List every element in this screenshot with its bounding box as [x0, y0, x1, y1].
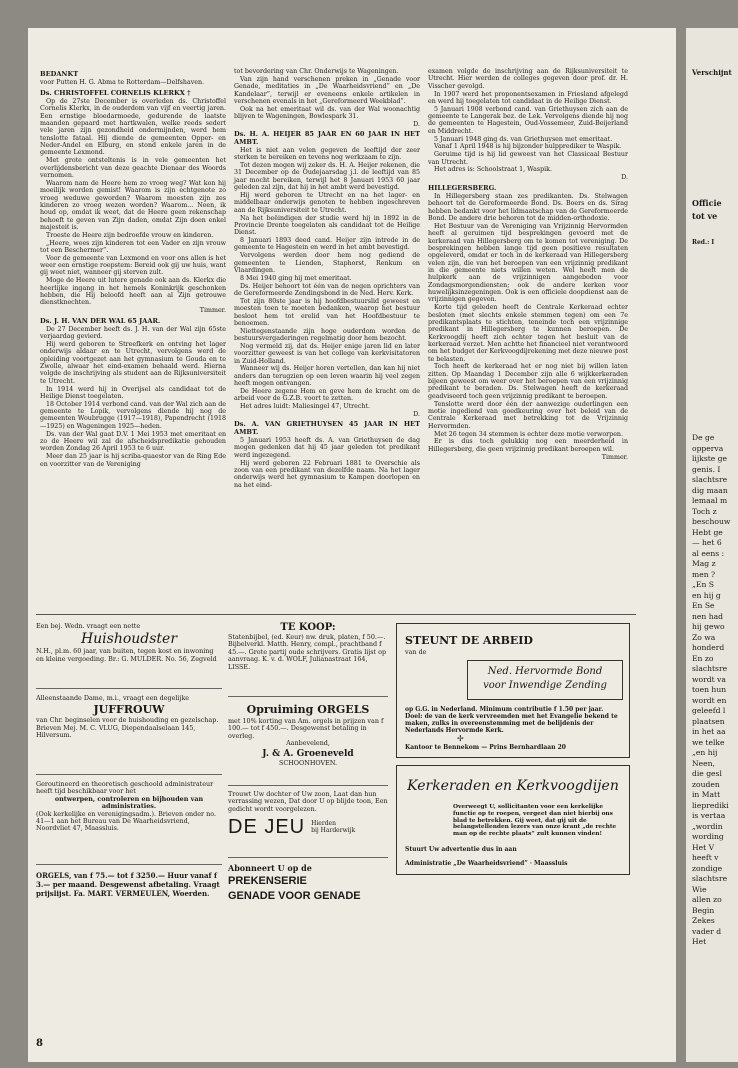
- paragraph: Op de 27ste December is overleden ds. Christoffel Cornelis Klerkx, in de ouderdom van vijf en veertig jaren. Een ernstige bloedarmoede, gedurende de laatste maanden gepaard met hartkwalen, welke reeds sedert vele jaren zijn gezondheid ondermijnden, werd hem tenslotte fataal. Hij diende de gemeenten Opper- en Neder-Andel en Elburg, en stond enkele jaren in de gemeente Lexmond.: [40, 98, 226, 157]
- strip-line: toen hun: [692, 685, 727, 694]
- strip-line: „En S: [692, 580, 714, 589]
- ad-de-jeu: [228, 791, 388, 838]
- strip-line: „wordin: [692, 821, 723, 831]
- strip-line: al eens :: [692, 548, 725, 558]
- ad-body: (Ook kerkelijke en verenigingsadm.). Brieven onder no. 41—1 aan het Bureau van De Waarheidsvriend, Noordvliet 47, Maassluis.: [36, 809, 217, 833]
- ad-footer: Stuurt Uw advertentie dus in aan: [405, 846, 517, 853]
- paragraph: Het adres is: Schoolstraat 1, Waspik.: [434, 166, 552, 174]
- heading-van-der-wal: Ds. J. H. VAN DER WAL 65 JAAR.: [40, 316, 161, 325]
- paragraph: Tenslotte werd door één der aanwezige ouderlingen een motie ingediend van goedkeuring over het beleid van de Centrale Kerkeraad met betrekking tot de Vrijzinnig Hervormden.: [428, 400, 628, 430]
- strip-line: en hij g: [692, 590, 721, 600]
- signature: Timmer.: [601, 453, 628, 461]
- paragraph: Met 26 tegen 34 stemmen is echter deze motie verworpen.: [434, 430, 623, 438]
- strip-line: Neen,: [692, 758, 715, 768]
- strip-line: wording: [692, 832, 724, 841]
- column-3: [428, 68, 628, 461]
- paragraph: 5 Januari 1948 ging ds. van Griethuysen met emeritaat.: [434, 135, 613, 143]
- strip-line: wordt en: [692, 695, 727, 705]
- ad-sub: van de: [405, 648, 427, 656]
- paragraph: Nog vermeld zij, dat ds. Heijer enige jaren lid en later voorzitter geweest is van het college van kerkvisitatoren in Zuid-Holland.: [234, 342, 420, 365]
- page-number: 8: [36, 1038, 43, 1049]
- ad-de-jeu-row: [228, 816, 388, 838]
- paragraph: In Hillegersberg staan zes predikanten. Ds. Stelwagen behoort tot de Gereformeerde Bond. Ds. Boers en ds. Sirag hebben bedankt voor het lidmaatschap van de Gereformeerde Bond. De andere drie behoren tot de midden-orthodoxie.: [428, 193, 628, 223]
- ad-italic-line: Ned. Hervormde Bond: [487, 666, 603, 677]
- strip-line: Toch z: [692, 506, 717, 516]
- paragraph: Vervolgens werden door hem nog gediend de gemeenten te Lienden, Staphorst, Renkum en Vlaardingen.: [234, 252, 420, 274]
- strip-line: lijkste ge: [692, 454, 728, 463]
- ad-separator: [36, 688, 222, 689]
- next-page-strip: [686, 28, 738, 1062]
- ad-separator: [36, 774, 222, 775]
- strip-line: nen had: [692, 611, 723, 621]
- strip-line: slachtsre: [692, 475, 728, 484]
- strip-line: men ?: [692, 569, 716, 579]
- paragraph: 5 Januari 1908 verbond cand. van Griethuysen zich aan de gemeente te Langerak bez. de Lek. Vervolgens diende hij nog de gemeenten te Hagestein, Oud-Vossemeer, Zuid-Beijerland en Middrecht.: [428, 105, 628, 135]
- ad-title: Huishoudster: [80, 631, 178, 648]
- ad-title: Kerkeraden en Kerkvoogdijen: [407, 778, 619, 794]
- ad-inner-box: [467, 660, 623, 700]
- cross-icon: ✢: [457, 734, 464, 743]
- ad-footer: Kantoor te Bennekom — Prins Bernhardlaan 20: [405, 744, 566, 751]
- ad-orgels-vermeulen: ORGELS, van f 75.— tot f 3250.— Huur vanaf f 3.— per maand. Desgewenst afbetaling. Vraagt prijslijst. Fa. MART. VERMEULEN, Woerden.: [36, 871, 220, 898]
- strip-text: [692, 433, 730, 948]
- strip-line: Begin: [692, 905, 715, 915]
- paragraph: Met grote ontsteltenis is in vele gemeenten het overlijdensbericht van deze geachte Dienaar des Woords vernomen.: [40, 157, 226, 179]
- ad-administrateur: [36, 781, 222, 833]
- paragraph: Troeste de Heere zijn bedroefde vrouw en kinderen.: [46, 231, 214, 239]
- ad-box-steunt: [396, 623, 630, 758]
- ad-side-line: Hierden: [311, 820, 336, 828]
- strip-line: is vertaa: [692, 811, 726, 820]
- ad-title: JUFFROUW: [93, 703, 165, 717]
- strip-line: opperva: [692, 443, 724, 453]
- paragraph: Ds. Heijer behoort tot één van de negen oprichters van de Gereformeerde Zendingsbond in de Ned. Herv. Kerk.: [234, 282, 420, 297]
- ad-body: van Chr. beginselen voor de huishouding en gezelschap. Brieven Mej. M. C. VLUG, Diependaalselaan 145, Hilversum.: [36, 716, 219, 740]
- paragraph: voor Putten H. G. Abma te Rotterdam—Delfshaven.: [40, 79, 205, 87]
- paragraph: 18 October 1914 verbond cand. van der Wal zich aan de gemeente te Lopik, vervolgens diende hij nog de gemeenten Woubrugge (1917—1918), Papendrecht (1918—1925) en Wageningen 1925—heden.: [40, 400, 226, 430]
- strip-line: lieprediki: [692, 800, 729, 810]
- column-2: [234, 68, 420, 489]
- ad-intro: Een bej. Wedn. vraagt een nette: [36, 622, 141, 630]
- paragraph: Toch heeft de kerkeraad het er nog niet bij willen laten zitten. Op Maandag 1 December zijn alle 6 wijkkerkeraden bijeen geweest om weer over het beroepen van een vrijzinnig predikant te beraden. Ds. Stelwagen heeft de kerkeraad geadviseerd toch geen vrijzinnig predikant te beroepen.: [428, 363, 628, 400]
- paragraph: tot bevordering van Chr. Onderwijs te Wageningen.: [234, 68, 399, 75]
- strip-line: Het: [692, 937, 707, 946]
- strip-line: Zekes: [692, 916, 715, 925]
- paragraph: In 1907 werd het proponentsexamen in Friesland afgelegd en werd hij toegelaten tot candidaat in de Heilige Dienst.: [428, 90, 628, 105]
- heading-griethuysen: Ds. A. VAN GRIETHUYSEN 45 JAAR IN HET AMBT.: [234, 420, 420, 436]
- ad-big-name: DE JEU: [228, 816, 306, 839]
- paragraph: Na het beëindigen der studie werd hij in 1892 in de Provincie Drente toegelaten als candidaat tot de Heilige Dienst.: [234, 214, 420, 237]
- paragraph: Het is niet aan velen gegeven de leeftijd der zeer sterken te bereiken en tevens nog werkzaam te zijn.: [234, 146, 420, 162]
- paragraph: De 27 December heeft ds. J. H. van der Wal zijn 65ste verjaardag gevierd.: [40, 325, 226, 341]
- paragraph: Het adres luidt: Maliesingel 47, Utrecht.: [240, 403, 371, 411]
- ad-box-kerkeraden: [396, 765, 630, 875]
- paragraph: Meer dan 25 jaar is hij scriba-quaestor van de Ring Ede en voorzitter van de Vereniging: [40, 453, 226, 468]
- strip-heading: Red.: I: [692, 239, 715, 246]
- ad-body: op G.G. in Nederland. Minimum contributie f 1.50 per jaar. Doel: de van de kerk vervreemden met het Evangelie bekend te maken, zulks in overeenstemming met de belijdenis der Nederlands Hervormde Kerk.: [405, 706, 618, 734]
- strip-line: — het 6: [692, 538, 722, 547]
- paragraph: Moge de Heere uit lutere genade ook aan ds. Klerkx die heerlijke ingang in het hemels Koninkrijk geschonken hebben, die Hij beloofd heeft aan al Zijn getrouwe dienstknechten.: [40, 277, 226, 307]
- paragraph: Hij werd geboren te Utrecht en na het lager- en middelbaar onderwijs genoten te hebben ingeschreven aan de Rijksuniversiteit te Utrecht.: [234, 192, 420, 214]
- strip-line: wordt va: [692, 674, 726, 684]
- ad-body: Overweegt U, sollicitanten voor een kerkelijke functie op te roepen, vergeet dan niet hierbij ons blad te betrekken. Gij weet, dat gij uit de belangstellenden lezers van onze krant „de rechte man op de rechte plaats” zult kunnen vinden!: [453, 804, 617, 838]
- ad-bold: ontwerpen, controleren en bijhouden van administraties.: [54, 794, 204, 811]
- strip-line: honderd: [692, 643, 725, 652]
- strip-line: allen zo: [692, 895, 722, 904]
- paragraph: Wanneer wij ds. Heijer horen vertellen, dan kan hij niet anders dan terugzien op een leven waarin hij veel zegen heeft mogen ontvangen.: [234, 365, 420, 388]
- paragraph: Tot dezen mogen wij zeker ds. H. A. Heijer rekenen, die 31 December op de Oudejaarsdag j.l. de leeftijd van 85 jaar mocht bereiken, terwijl het 8 Januari 1953 60 jaar geleden zal zijn, dat hij in het ambt werd bevestigd.: [234, 162, 420, 192]
- paragraph: 8 Mei 1940 ging hij met emeritaat.: [240, 274, 352, 282]
- ad-separator: [228, 785, 388, 786]
- paragraph: Waarom nam de Heere hem zo vroeg weg? Wat kon hij moeilijk worden gemist! Waarom is zijn echtgenote zo vroeg weduwe geworden? Waarom moesten zijn zes kinderen zo vroeg wezen worden? Waarom... Neen, ik houd op, omdat ik weet, dat de Heere geen rekenschap behoeft te geven van Zijn daden, omdat Zijn doen enkel majesteit is.: [40, 179, 226, 231]
- strip-line: genis. I: [692, 464, 721, 474]
- strip-line: we telke: [692, 737, 725, 747]
- paragraph: Voor de gemeente van Lexmond en voor ons allen is het weer een ernstige roepstem: Bereid ook gij uw huis, want gij weet niet, wanneer gij sterven zult.: [40, 254, 226, 277]
- ad-te-koop: [228, 621, 388, 671]
- strip-line: in Matt: [692, 790, 721, 799]
- signature: D.: [413, 120, 420, 128]
- paragraph: Het Bestuur van de Vereniging van Vrijzinnig Hervormden heeft al geruimen tijd besprekingen gevoerd met de kerkeraad van Hillegersberg om te komen tot vereniging. De besprekingen hebben lange tijd geen positieve resultaten opgeleverd, omdat er toch in de kerkeraad van Hillegersberg velen zijn, die van het beroepen van een vrijzinnig predikant in die gemeente niets willen weten. Wel heeft men de hulpkerk aan de vrijzinnigen aangeboden voor Zondagsmorgendiensten; ook de andere kerken voor huwelijksinzegeningen. Ook is een officiele doopdienst aan de vrijzinnigen gegeven.: [428, 222, 628, 304]
- heading-heijer: Ds. H. A. HEIJER 85 JAAR EN 60 JAAR IN HET AMBT.: [234, 130, 420, 146]
- ad-line: Abonneert U op de: [228, 863, 312, 873]
- strip-line: geleefd l: [692, 706, 726, 715]
- ad-italic-line: voor Inwendige Zending: [483, 680, 607, 691]
- strip-heading: Verschijnt: [692, 68, 732, 77]
- ad-title: STEUNT DE ARBEID: [405, 634, 533, 647]
- paragraph: „Heere, wees zijn kinderen tot een Vader en zijn vrouw tot een Beschermer”.: [40, 239, 226, 254]
- paragraph: De Heere zegene Hem en geve hem de kracht om de arbeid voor de G.Z.B. voort te zetten.: [234, 387, 420, 403]
- paragraph: Van zijn hand verschenen preken in „Genade voor Genade, meditaties in „De Waarheidsvriend” en „De Kandelaar”, terwijl er eveneens enkele artikelen in verschenen evenals in het „Gereformeerd Weekblad”.: [234, 75, 420, 105]
- strip-line: Het V: [692, 842, 715, 852]
- ad-place: SCHOONHOVEN.: [278, 758, 338, 767]
- paragraph: Hij werd geboren 22 Februari 1881 te Overschie als zoon van een predikant van dezelfde naam. Na het lager onderwijs werd het gymnasium te Kampen doorlopen en na het eind-: [234, 459, 420, 489]
- strip-line: slachtsre: [692, 664, 728, 673]
- paragraph: Ds. van der Wal gaat D.V. 1 Mei 1953 met emeritaat en zo de Heere wil zal de afscheidspredikatie gehouden worden Zondag 26 April 1953 te 6 uur.: [40, 430, 226, 453]
- ad-body: Statenbijbel, (ed. Keur) nw. druk, platen, f 50.—. Bijbelverkl. Matth. Henry, compl., prachtband f 45.—. Grote partij oude schrijvers. Gratis lijst op aanvraag. K. v. d. WOLF, Julianastraat 164, LISSE.: [228, 633, 387, 671]
- ad-huishoudster: [36, 623, 222, 663]
- ad-side: [311, 820, 355, 834]
- ads-divider: [36, 614, 636, 615]
- strip-line: Zo wa: [692, 632, 716, 642]
- strip-line: Hebt ge: [692, 527, 723, 537]
- strip-line: heeft v: [692, 853, 719, 862]
- ad-opruiming-orgels: [228, 702, 388, 767]
- ad-name: J. & A. Groeneveld: [262, 748, 354, 759]
- strip-line: En zo: [692, 653, 714, 663]
- ad-line: PREKENSERIE: [228, 875, 307, 887]
- signature: Timmer.: [199, 307, 226, 315]
- paragraph: 5 Januari 1953 heeft ds. A. van Griethuysen de dag mogen gedenken dat hij 45 jaar geleden tot predikant werd ingezegend.: [234, 437, 420, 459]
- strip-line: Mag z: [692, 559, 716, 568]
- ad-prekenserie: [228, 863, 388, 904]
- ad-line: GENADE VOOR GENADE: [228, 890, 361, 902]
- ad-side-line: bij Harderwijk: [311, 827, 356, 835]
- ad-juffrouw: [36, 695, 222, 740]
- ad-body: Geroutineerd en theoretisch geschoold administrateur heeft tijd beschikbaar voor het: [36, 780, 214, 796]
- paragraph: In 1914 werd hij in Overijsel als candidaat tot de Heilige Dienst toegelaten.: [40, 385, 226, 400]
- paragraph: Hij werd geboren te Streefkerk en ontving het lager onderwijs aldaar en te Utrecht, vervolgens werd de opleiding voortgezet aan het gymnasium te Gouda en te Zwolle, alwaar het eind-examen behaald werd. Hierna volgde de inschrijving als student aan de Rijksuniversiteit te Utrecht.: [40, 341, 226, 385]
- strip-line: lemaal m: [692, 496, 728, 505]
- paragraph: Vanaf 1 April 1948 is hij bijzonder hulpprediker te Waspik.: [434, 143, 622, 151]
- paragraph: Er is dus toch gelukkig nog een meerderheid in Hillegersberg, die geen vrijzinnig predikant beroepen wil.: [428, 438, 628, 453]
- ad-body: Trouwt Uw dochter of Uw zoon, Laat dan hun verrassing wezen, Dat door U op blijde toon, Een gedicht wordt voorgelezen.: [228, 790, 388, 813]
- ad-sub: Aanbevelend,: [286, 739, 330, 748]
- heading-hillegersberg: HILLEGERSBERG.: [428, 183, 497, 192]
- paragraph: 8 Januari 1893 deed cand. Heijer zijn intrede in de gemeente te Hagestein en werd in het ambt bevestigd.: [234, 237, 420, 252]
- strip-line: slachtsre: [692, 874, 728, 883]
- strip-line: dig maan: [692, 485, 728, 495]
- ad-title: Opruiming ORGELS: [246, 703, 370, 716]
- strip-line: zouden: [692, 779, 720, 789]
- newspaper-page: [28, 28, 676, 1062]
- paragraph: Niettegenstaande zijn hoge ouderdom worden de bestuursvergaderingen regelmatig door hem bezocht.: [234, 327, 420, 343]
- strip-line: Wie: [692, 884, 707, 894]
- ad-body: met 10% korting van Am. orgels in prijzen van f 100.— tot f 450.—. Desgewenst betaling in overleg.: [228, 717, 384, 740]
- strip-line: „en hij: [692, 748, 718, 757]
- ad-separator: [228, 696, 388, 697]
- paragraph: Ook na het emeritaat wil ds. van der Wal woonachtig blijven te Wageningen, Bowlespark 31.: [234, 105, 420, 121]
- paragraph: Geruime tijd is hij lid geweest van het Classicaal Bestuur van Utrecht.: [428, 151, 628, 166]
- ad-separator: [228, 857, 388, 858]
- strip-line: zondige: [692, 863, 723, 873]
- column-1: [40, 68, 226, 468]
- paragraph: Tot zijn 80ste jaar is hij hoofdbestuurslid geweest en moesten toen te moeten bedanken, waarop het bestuur besloot hem tot erelid van het Hoofdbestuur te benoemen.: [234, 297, 420, 327]
- strip-line: beschouw: [692, 517, 731, 526]
- strip-line: plaatsen: [692, 716, 725, 726]
- heading-bedankt: BEDANKT: [40, 70, 79, 78]
- strip-line: vader d: [692, 926, 722, 936]
- strip-heading: tot ve: [692, 211, 718, 221]
- signature: D.: [413, 410, 420, 418]
- strip-line: die gesl: [692, 769, 722, 778]
- strip-heading: Officie: [692, 198, 722, 208]
- ad-body: N.H., pl.m. 60 jaar, van buiten, tegen kost en inwoning en kleine vergoeding. Br.: G. MULDER. No. 56, Zegveld: [36, 647, 217, 663]
- ad-separator: [36, 864, 222, 865]
- strip-line: in het aa: [692, 727, 726, 736]
- strip-line: De ge: [692, 433, 715, 442]
- ad-title: TE KOOP:: [280, 622, 336, 633]
- strip-line: En Se: [692, 601, 715, 610]
- heading-klerkx: Ds. CHRISTOFFEL CORNELIS KLERKX †: [40, 88, 191, 97]
- strip-line: hij gewo: [692, 622, 725, 631]
- ad-intro: Alleenstaande Dame, m.i., vraagt een degelijke: [36, 694, 190, 702]
- paragraph: Korte tijd geleden heeft de Centrale Kerkeraad echter besloten (met slechts enkele stemmen tegen) om een 7e predikantsplaats te stichten, teneinde toch een vrijzinnige predikant in Hillegersberg te kunnen beroepen. De Kerkvoogdij heeft zich echter tegen het besluit van de kerkeraad verzet. Men achtte het financieel niet verantwoord om het budget der Kerkvoogdijrekening met deze nieuwe post te belasten.: [428, 304, 628, 363]
- signature: D.: [621, 174, 628, 182]
- ad-footer: Administratie „De Waarheidsvriend” · Maassluis: [405, 860, 568, 867]
- paragraph: examen volgde de inschrijving aan de Rijksuniversiteit te Utrecht. Hier werden de colleges gegeven door prof. dr. H. Visscher gevolgd.: [428, 68, 628, 90]
